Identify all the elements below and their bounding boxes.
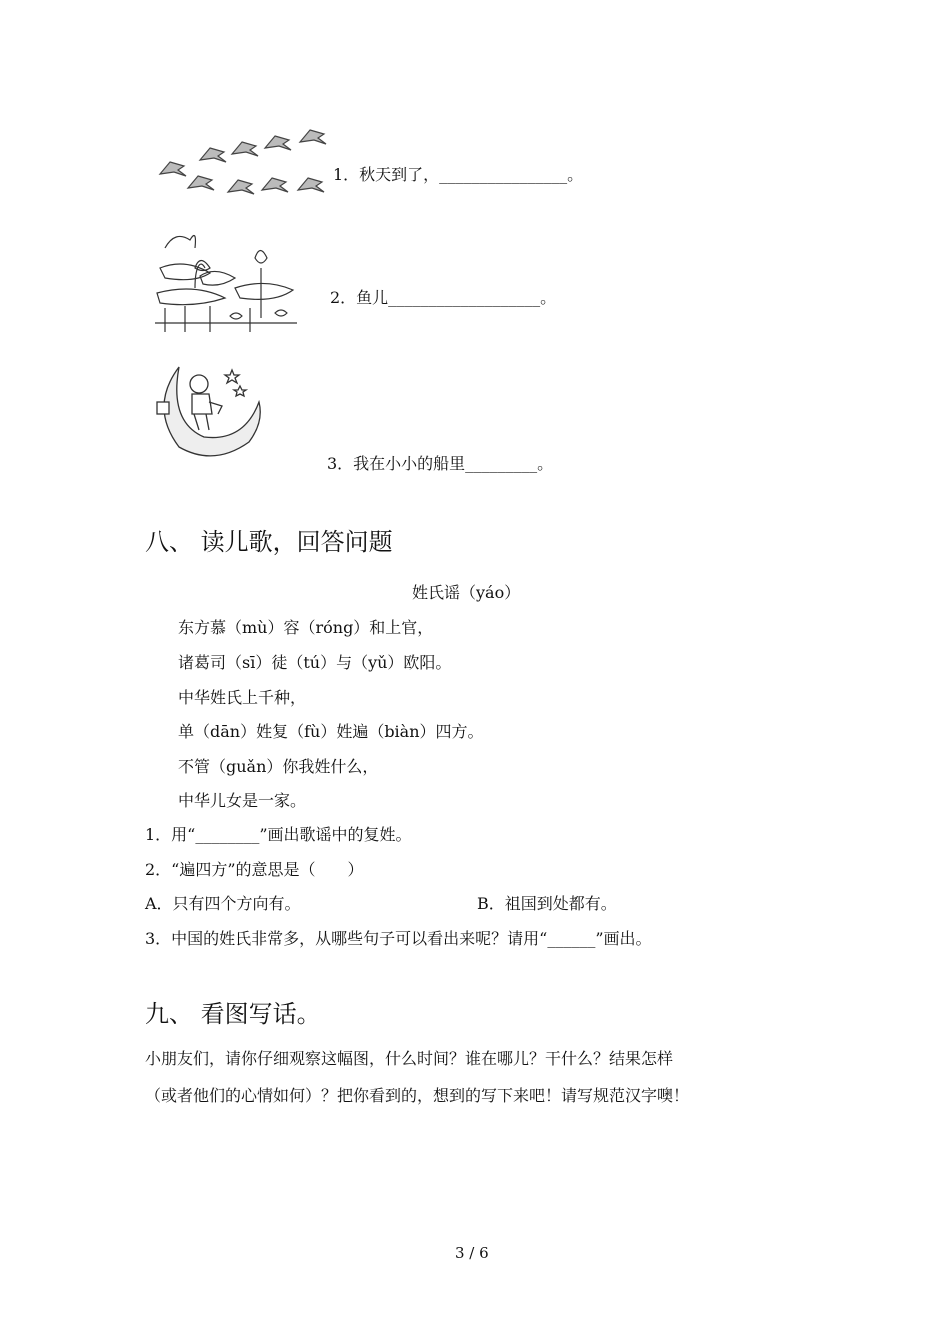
- poem-title: 姓氏谣（yáo）: [412, 583, 521, 602]
- picture-question-3: 3．我在小小的船里_________。: [327, 454, 554, 473]
- boy-on-moon-image: [154, 362, 269, 462]
- poem-line: 中华儿女是一家。: [178, 791, 307, 810]
- poem-line: 中华姓氏上千种，: [178, 688, 307, 707]
- page-number: 3 / 6: [455, 1244, 489, 1262]
- poem-line: 诸葛司（sī）徒（tú）与（yǔ）欧阳。: [178, 653, 452, 672]
- question-2: 2．“遍四方”的意思是（ ）: [145, 860, 364, 879]
- writing-prompt-line: 小朋友们，请你仔细观察这幅图，什么时间？谁在哪儿？干什么？结果怎样: [145, 1049, 674, 1068]
- option-b: B．祖国到处都有。: [477, 894, 617, 913]
- flying-geese-image: [150, 120, 335, 200]
- poem-line: 不管（guǎn）你我姓什么，: [178, 757, 379, 776]
- option-a: A．只有四个方向有。: [145, 894, 301, 913]
- picture-question-2: 2．鱼儿___________________。: [330, 288, 557, 307]
- picture-question-1: 1．秋天到了，________________。: [333, 165, 584, 184]
- section-8-heading: 八、 读儿歌，回答问题: [145, 528, 393, 556]
- poem-line: 单（dān）姓复（fù）姓遍（biàn）四方。: [178, 722, 484, 741]
- poem-line: 东方慕（mù）容（róng）和上官，: [178, 618, 434, 637]
- lotus-pond-image: [155, 228, 297, 332]
- question-3: 3．中国的姓氏非常多，从哪些句子可以看出来呢？请用“______”画出。: [145, 929, 652, 948]
- section-9-heading: 九、 看图写话。: [145, 1000, 321, 1028]
- question-1: 1．用“________”画出歌谣中的复姓。: [145, 825, 412, 844]
- writing-prompt-line: （或者他们的心情如何）？把你看到的，想到的写下来吧！请写规范汉字噢！: [145, 1086, 690, 1105]
